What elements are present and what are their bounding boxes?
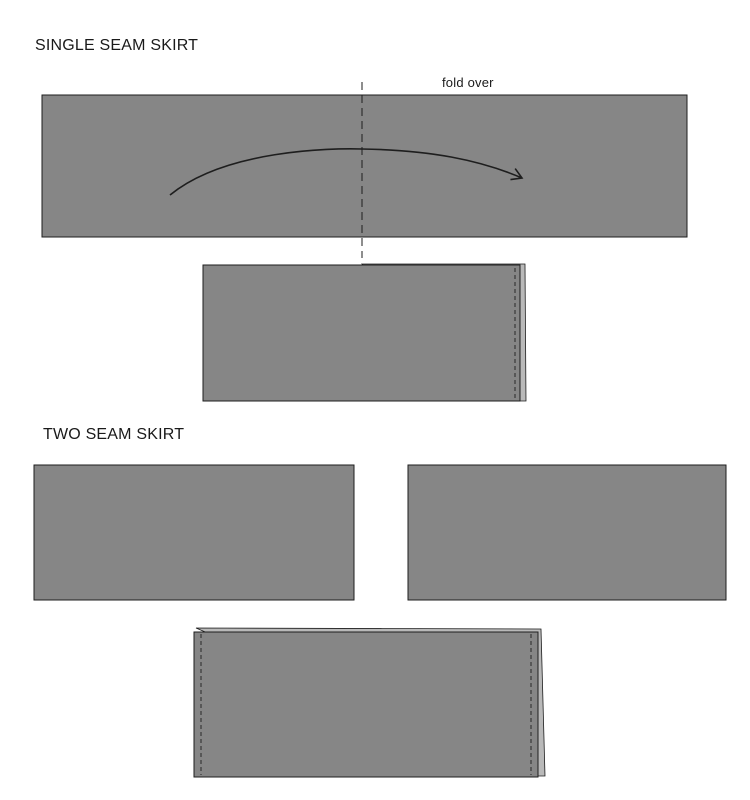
two-seam-left-panel: [34, 465, 354, 600]
two-seam-joined-fabric: [194, 628, 545, 777]
two-seam-right-panel: [408, 465, 726, 600]
single-fabric-panel: [42, 95, 687, 237]
single-folded-fabric: [203, 264, 526, 401]
single-seam-title: SINGLE SEAM SKIRT: [35, 37, 199, 54]
fold-over-label: fold over: [442, 75, 494, 90]
two-seam-title: TWO SEAM SKIRT: [43, 426, 185, 443]
